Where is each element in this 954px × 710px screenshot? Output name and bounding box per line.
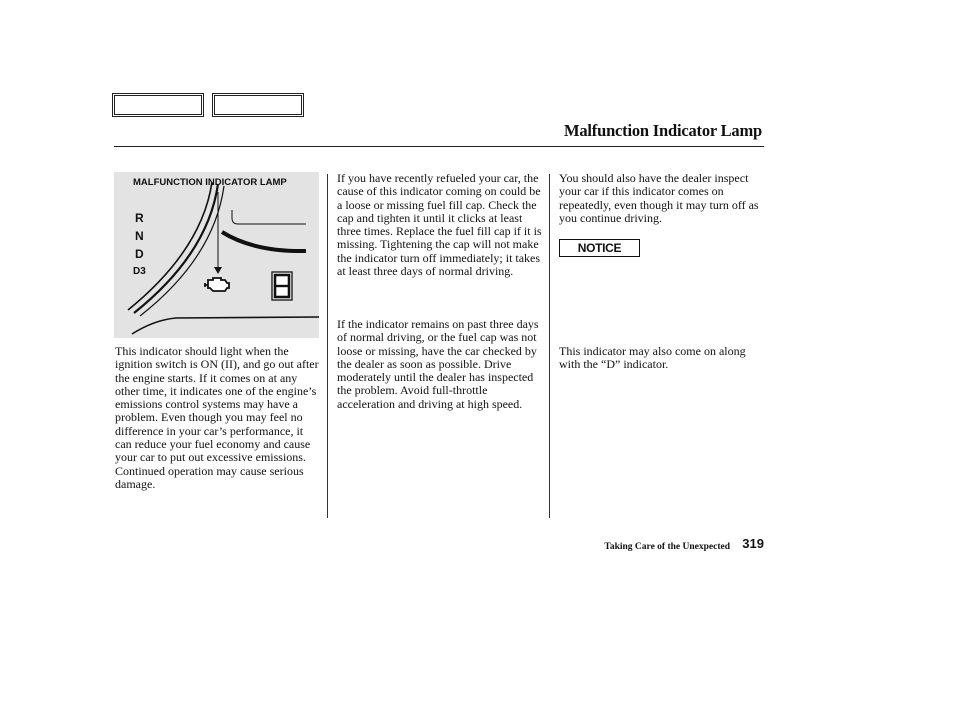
column2-paragraph-2: If the indicator remains on past three days of normal driving, or the fuel cap was not loose or missing, have the car checked by the dealer as soon as possible. Drive moderately until the dealer has inspected the problem. Avoid full-throttle acceleration and driving at high speed. — [337, 317, 539, 411]
page-title: Malfunction Indicator Lamp — [563, 121, 762, 140]
page-number: 319 — [742, 536, 764, 551]
footer-section-title: Taking Care of the Unexpected — [604, 542, 730, 552]
instrument-panel-drawing — [114, 172, 319, 338]
digit-display — [272, 272, 292, 300]
column-separator-1 — [327, 174, 328, 518]
figure-caption: MALFUNCTION INDICATOR LAMP — [133, 177, 287, 188]
column3-paragraph-2: This indicator may also come on along with the “D” indicator. — [559, 344, 746, 372]
nav-tab-box-2[interactable] — [212, 93, 304, 117]
engine-check-icon — [204, 275, 234, 295]
title-rule — [114, 146, 764, 147]
gear-d3-label: D3 — [133, 266, 146, 277]
column3-paragraph-1: You should also have the dealer inspect your car if this indicator comes on repeatedly, even though it may turn off as you continue driving. — [559, 171, 759, 225]
nav-tab-box-1[interactable] — [112, 93, 204, 117]
gear-r-label: R — [135, 211, 144, 225]
gear-n-label: N — [135, 229, 144, 243]
column1-paragraph-1: This indicator should light when the ignition switch is ON (II), and go out after the engine starts. If it comes on at any other time, it indicates one of the engine’s emissions control systems may have a problem. Even though you may feel no difference in your car’s performance, it can reduce your fuel economy and cause your car to put out excessive emissions. Continued operation may cause serious damage. — [115, 344, 319, 491]
instrument-panel-figure — [114, 172, 319, 338]
column-separator-2 — [549, 174, 550, 518]
notice-label: NOTICE — [559, 239, 640, 257]
gear-d-label: D — [135, 247, 144, 261]
column2-paragraph-1: If you have recently refueled your car, the cause of this indicator coming on could be a loose or missing fuel fill cap. Check the cap and tighten it until it clicks at least three times. Replace the fuel fill cap if it is missing. Tightening the cap will not make the indicator turn off immediately; it takes at least three days of normal driving. — [337, 171, 542, 279]
